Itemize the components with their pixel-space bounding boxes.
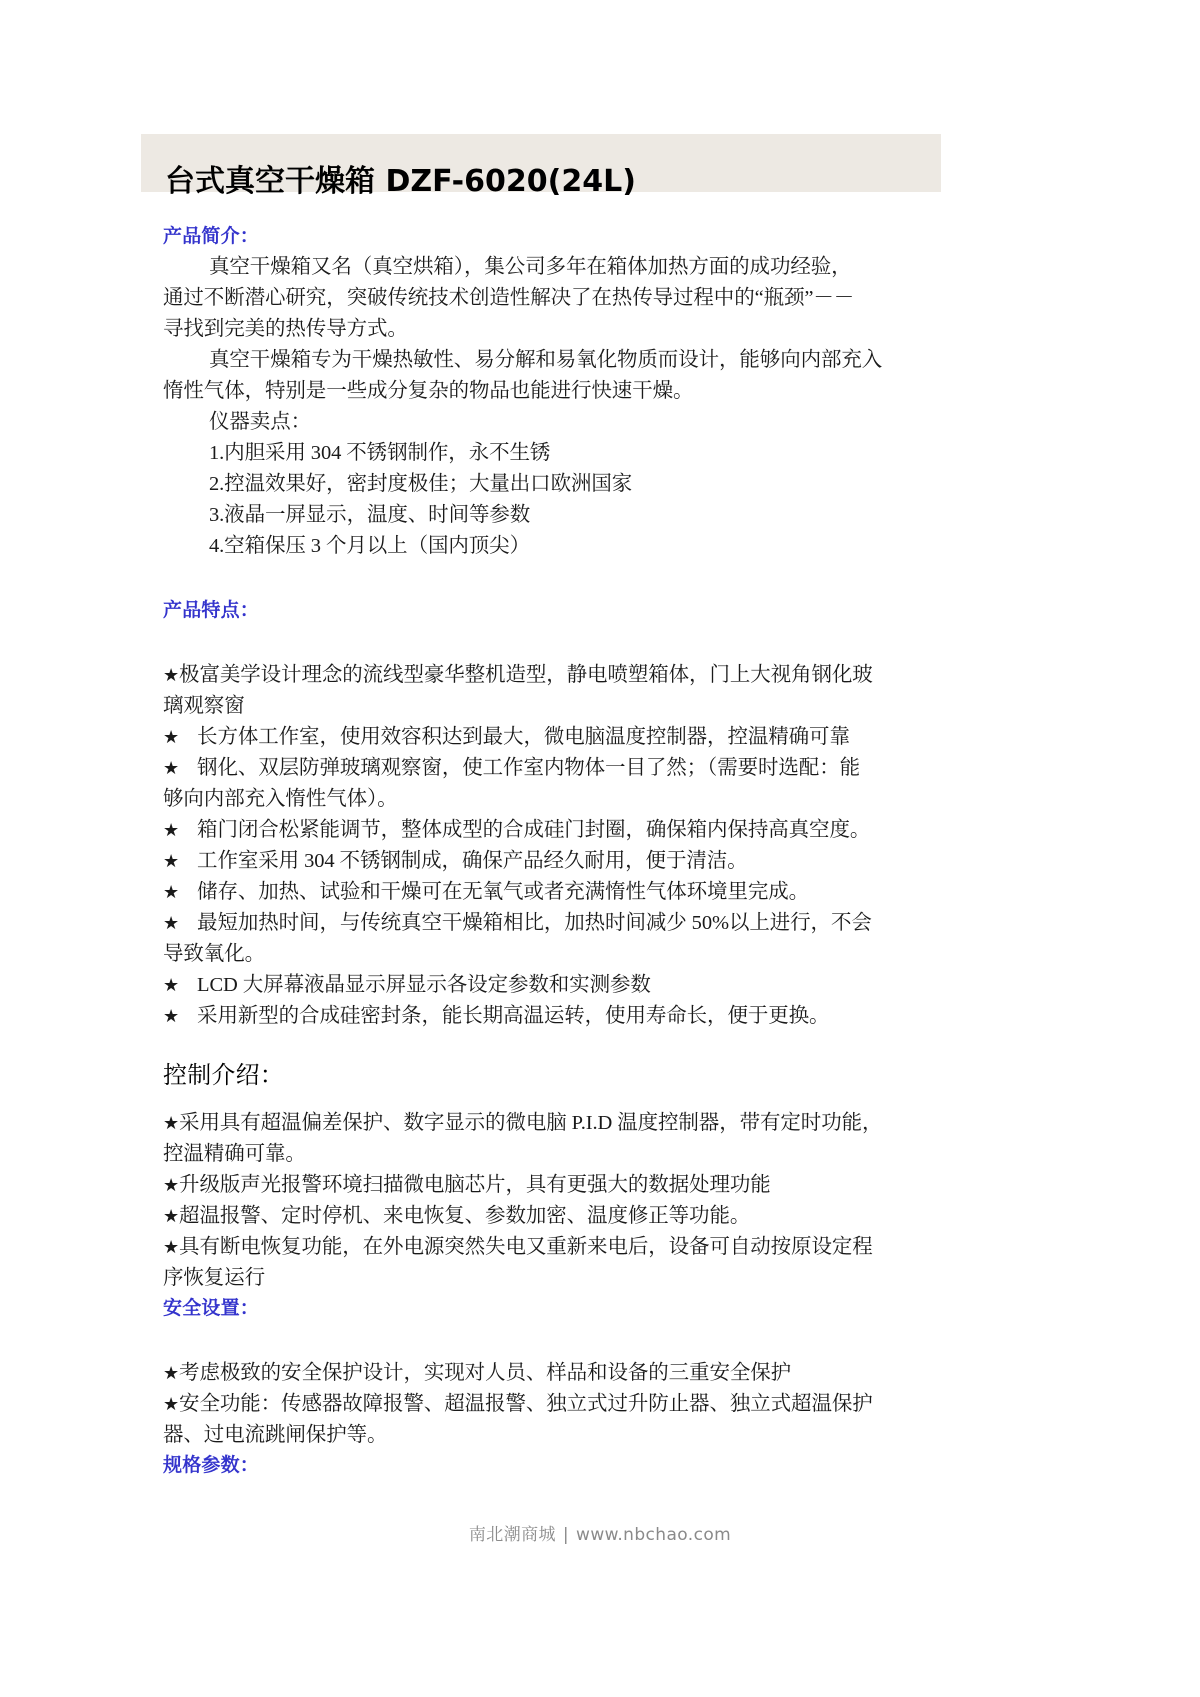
feature-bullet-continuation: 璃观察窗 bbox=[163, 695, 245, 717]
footer-separator: | bbox=[562, 1525, 570, 1545]
footer-url: www.nbchao.com bbox=[576, 1525, 732, 1545]
safety-bullet-item bbox=[163, 1358, 953, 1389]
footer-site-name: 南北潮商城 bbox=[468, 1525, 556, 1545]
control-bullet-text: 具有断电恢复功能，在外电源突然失电又重新来电后，设备可自动按原设定程 bbox=[179, 1236, 873, 1258]
star-bullet-icon: ★ bbox=[163, 1175, 180, 1196]
selling-point-item: 1.内胆采用 304 不锈钢制作，永不生锈 bbox=[209, 442, 551, 464]
feature-bullet-text: 长方体工作室，使用效容积达到最大，微电脑温度控制器，控温精确可靠 bbox=[197, 726, 850, 748]
section-spacer bbox=[163, 1032, 953, 1056]
safety-bullet-text: 考虑极致的安全保护设计，实现对人员、样品和设备的三重安全保护 bbox=[179, 1362, 792, 1384]
feature-bullet-text: LCD 大屏幕液晶显示屏显示各设定参数和实测参数 bbox=[197, 974, 651, 996]
section-heading-specs: 规格参数： bbox=[163, 1455, 260, 1476]
feature-bullet-item bbox=[163, 970, 953, 1001]
star-bullet-icon: ★ bbox=[163, 913, 180, 934]
star-bullet-icon: ★ bbox=[163, 727, 180, 748]
feature-bullet-continuation: 导致氧化。 bbox=[163, 943, 265, 965]
intro-paragraph-line: 惰性气体，特别是一些成分复杂的物品也能进行快速干燥。 bbox=[163, 380, 694, 402]
control-bullet-item bbox=[163, 1232, 953, 1263]
section-heading-intro: 产品简介： bbox=[163, 226, 260, 247]
feature-bullet-continuation: 够向内部充入惰性气体）。 bbox=[163, 788, 398, 810]
intro-paragraph-line: 真空干燥箱专为干燥热敏性、易分解和易氧化物质而设计，能够向内部充入 bbox=[209, 349, 883, 371]
feature-bullet-item bbox=[163, 908, 953, 939]
star-bullet-icon: ★ bbox=[163, 820, 180, 841]
feature-bullet-item bbox=[163, 877, 953, 908]
section-heading-control: 控制介绍： bbox=[163, 1063, 284, 1089]
control-bullet-text: 超温报警、定时停机、来电恢复、参数加密、温度修正等功能。 bbox=[179, 1205, 751, 1227]
star-bullet-icon: ★ bbox=[163, 975, 180, 996]
feature-bullet-text: 钢化、双层防弹玻璃观察窗，使工作室内物体一目了然；（需要时选配：能 bbox=[197, 757, 860, 779]
control-bullet-item bbox=[163, 1170, 953, 1201]
feature-bullet-text: 采用新型的合成硅密封条，能长期高温运转，使用寿命长，便于更换。 bbox=[197, 1005, 830, 1027]
control-bullet-continuation: 序恢复运行 bbox=[163, 1267, 265, 1289]
page-title: 台式真空干燥箱 DZF-6020(24L) bbox=[165, 164, 636, 200]
star-bullet-icon: ★ bbox=[163, 1206, 180, 1227]
star-bullet-icon: ★ bbox=[163, 758, 180, 779]
safety-bullet-item bbox=[163, 1389, 953, 1420]
star-bullet-icon: ★ bbox=[163, 1363, 180, 1384]
feature-bullet-item bbox=[163, 1001, 953, 1032]
intro-paragraph-line: 真空干燥箱又名（真空烘箱），集公司多年在箱体加热方面的成功经验， bbox=[209, 256, 852, 278]
star-bullet-icon: ★ bbox=[163, 1237, 180, 1258]
section-heading-features: 产品特点： bbox=[163, 600, 260, 621]
star-bullet-icon: ★ bbox=[163, 1006, 180, 1027]
feature-bullet-text: 储存、加热、试验和干燥可在无氧气或者充满惰性气体环境里完成。 bbox=[197, 881, 810, 903]
section-heading-safety: 安全设置： bbox=[163, 1298, 260, 1319]
section-spacer bbox=[163, 562, 953, 596]
safety-bullet-text: 安全功能：传感器故障报警、超温报警、独立式过升防止器、独立式超温保护 bbox=[179, 1393, 873, 1415]
control-bullet-item bbox=[163, 1108, 953, 1139]
document-body bbox=[163, 222, 953, 1481]
control-bullet-continuation: 控温精确可靠。 bbox=[163, 1143, 306, 1165]
feature-bullet-item bbox=[163, 660, 953, 691]
star-bullet-icon: ★ bbox=[163, 665, 180, 686]
selling-point-item: 4.空箱保压 3 个月以上（国内顶尖） bbox=[209, 535, 530, 557]
star-bullet-icon: ★ bbox=[163, 1113, 180, 1134]
safety-bullet-continuation: 器、过电流跳闸保护等。 bbox=[163, 1424, 388, 1446]
control-bullet-text: 采用具有超温偏差保护、数字显示的微电脑 P.I.D 温度控制器，带有定时功能， bbox=[179, 1112, 883, 1134]
selling-point-item: 3.液晶一屏显示，温度、时间等参数 bbox=[209, 504, 531, 526]
intro-paragraph-line: 通过不断潜心研究，突破传统技术创造性解决了在热传导过程中的“瓶颈”－－ bbox=[163, 287, 855, 309]
intro-paragraph-line: 寻找到完美的热传导方式。 bbox=[163, 318, 408, 340]
section-spacer bbox=[163, 626, 953, 660]
feature-bullet-item bbox=[163, 753, 953, 784]
star-bullet-icon: ★ bbox=[163, 1394, 180, 1415]
feature-bullet-item bbox=[163, 815, 953, 846]
section-spacer bbox=[163, 1324, 953, 1358]
feature-bullet-text: 箱门闭合松紧能调节，整体成型的合成硅门封圈，确保箱内保持高真空度。 bbox=[197, 819, 871, 841]
feature-bullet-text: 极富美学设计理念的流线型豪华整机造型，静电喷塑箱体，门上大视角钢化玻 bbox=[179, 664, 873, 686]
selling-points-label: 仪器卖点： bbox=[209, 411, 311, 433]
feature-bullet-text: 最短加热时间，与传统真空干燥箱相比，加热时间减少 50%以上进行，不会 bbox=[197, 912, 872, 934]
page-footer bbox=[0, 1520, 1200, 1545]
selling-point-item: 2.控温效果好，密封度极佳；大量出口欧洲国家 bbox=[209, 473, 633, 495]
star-bullet-icon: ★ bbox=[163, 882, 180, 903]
feature-bullet-item bbox=[163, 722, 953, 753]
section-spacer bbox=[163, 1096, 953, 1108]
control-bullet-item bbox=[163, 1201, 953, 1232]
feature-bullet-item bbox=[163, 846, 953, 877]
control-bullet-text: 升级版声光报警环境扫描微电脑芯片，具有更强大的数据处理功能 bbox=[179, 1174, 771, 1196]
star-bullet-icon: ★ bbox=[163, 851, 180, 872]
feature-bullet-text: 工作室采用 304 不锈钢制成，确保产品经久耐用，便于清洁。 bbox=[197, 850, 748, 872]
